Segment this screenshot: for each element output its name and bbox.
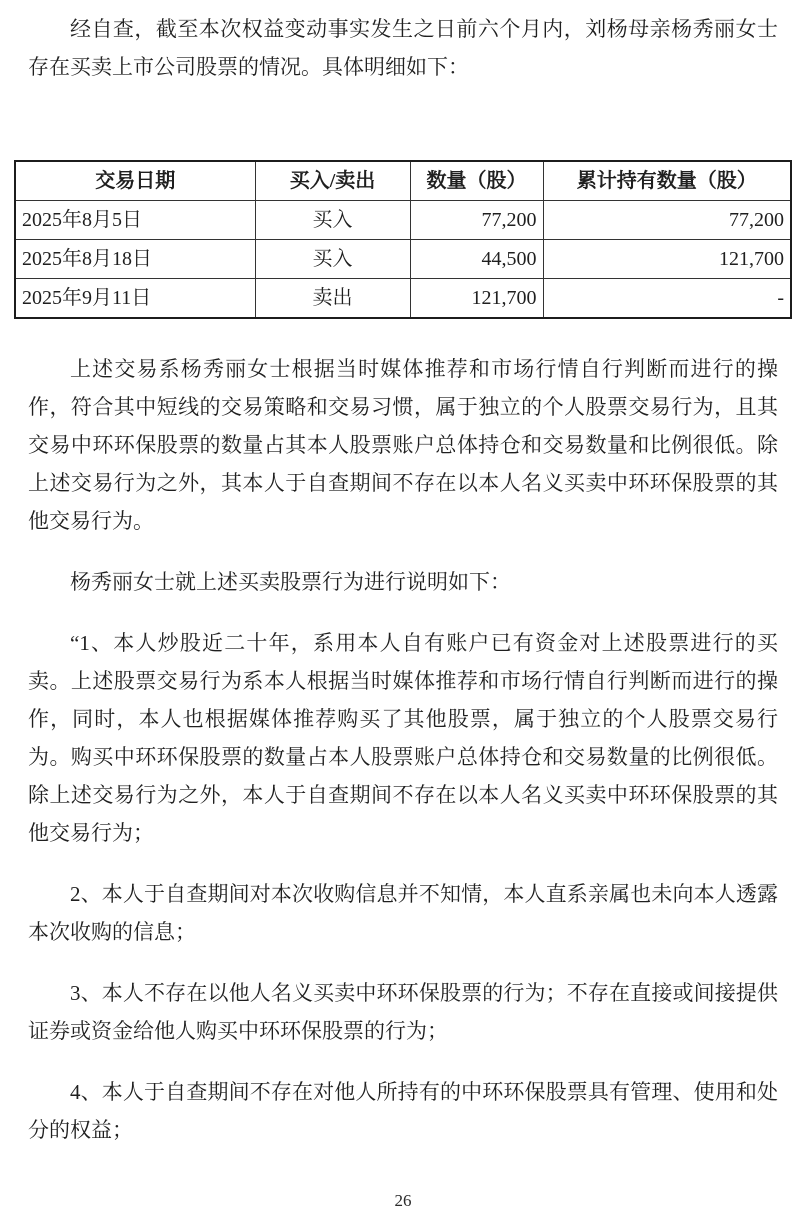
cumulative-holding-cell: - xyxy=(543,279,791,319)
table-header-row xyxy=(15,161,791,201)
quantity-cell: 121,700 xyxy=(410,279,543,319)
trades-table xyxy=(14,160,792,319)
statement-item-1: “1、本人炒股近二十年，系用本人自有账户已有资金对上述股票进行的买卖。上述股票交易行为系本人根据当时媒体推荐和市场行情自行判断而进行的操作，同时，本人也根据媒体推荐购买了其他股票，属于独立的个人股票交易行为。购买中环环保股票的数量占本人股票账户总体持仓和交易数量的比例很低。除上述交易行为之外，本人于自查期间不存在以本人名义买卖中环环保股票的其他交易行为； xyxy=(28,631,778,845)
paragraph-statement-intro: 杨秀丽女士就上述买卖股票行为进行说明如下： xyxy=(70,570,511,594)
table-row xyxy=(15,240,791,279)
paragraph-intro: 经自查，截至本次权益变动事实发生之日前六个月内，刘杨母亲杨秀丽女士存在买卖上市公司股票的情况。具体明细如下： xyxy=(28,17,778,79)
trade-date-cell: 2025年8月18日 xyxy=(15,240,255,279)
buy-sell-cell: 买入 xyxy=(255,240,410,279)
table-row xyxy=(15,279,791,319)
quantity-cell: 77,200 xyxy=(410,201,543,240)
col-header-quantity: 数量（股） xyxy=(410,161,543,201)
statement-item-3: 3、本人不存在以他人名义买卖中环环保股票的行为；不存在直接或间接提供证券或资金给他人购买中环环保股票的行为； xyxy=(28,981,778,1043)
buy-sell-cell: 买入 xyxy=(255,201,410,240)
table-row xyxy=(15,201,791,240)
cumulative-holding-cell: 121,700 xyxy=(543,240,791,279)
buy-sell-cell: 卖出 xyxy=(255,279,410,319)
col-header-cumulative-holding: 累计持有数量（股） xyxy=(543,161,791,201)
trade-date-cell: 2025年9月11日 xyxy=(15,279,255,319)
statement-item-4: 4、本人于自查期间不存在对他人所持有的中环环保股票具有管理、使用和处分的权益； xyxy=(28,1080,778,1142)
page-number: 26 xyxy=(394,1191,412,1210)
cumulative-holding-cell: 77,200 xyxy=(543,201,791,240)
trade-date-cell: 2025年8月5日 xyxy=(15,201,255,240)
col-header-buy-sell: 买入/卖出 xyxy=(255,161,410,201)
statement-item-2: 2、本人于自查期间对本次收购信息并不知情，本人直系亲属也未向本人透露本次收购的信息； xyxy=(28,882,778,944)
quantity-cell: 44,500 xyxy=(410,240,543,279)
paragraph-after-table: 上述交易系杨秀丽女士根据当时媒体推荐和市场行情自行判断而进行的操作，符合其中短线的交易策略和交易习惯，属于独立的个人股票交易行为，且其交易中环环保股票的数量占其本人股票账户总体持仓和交易数量和比例很低。除上述交易行为之外，其本人于自查期间不存在以本人名义买卖中环环保股票的其他交易行为。 xyxy=(28,357,778,533)
col-header-trade-date: 交易日期 xyxy=(15,161,255,201)
